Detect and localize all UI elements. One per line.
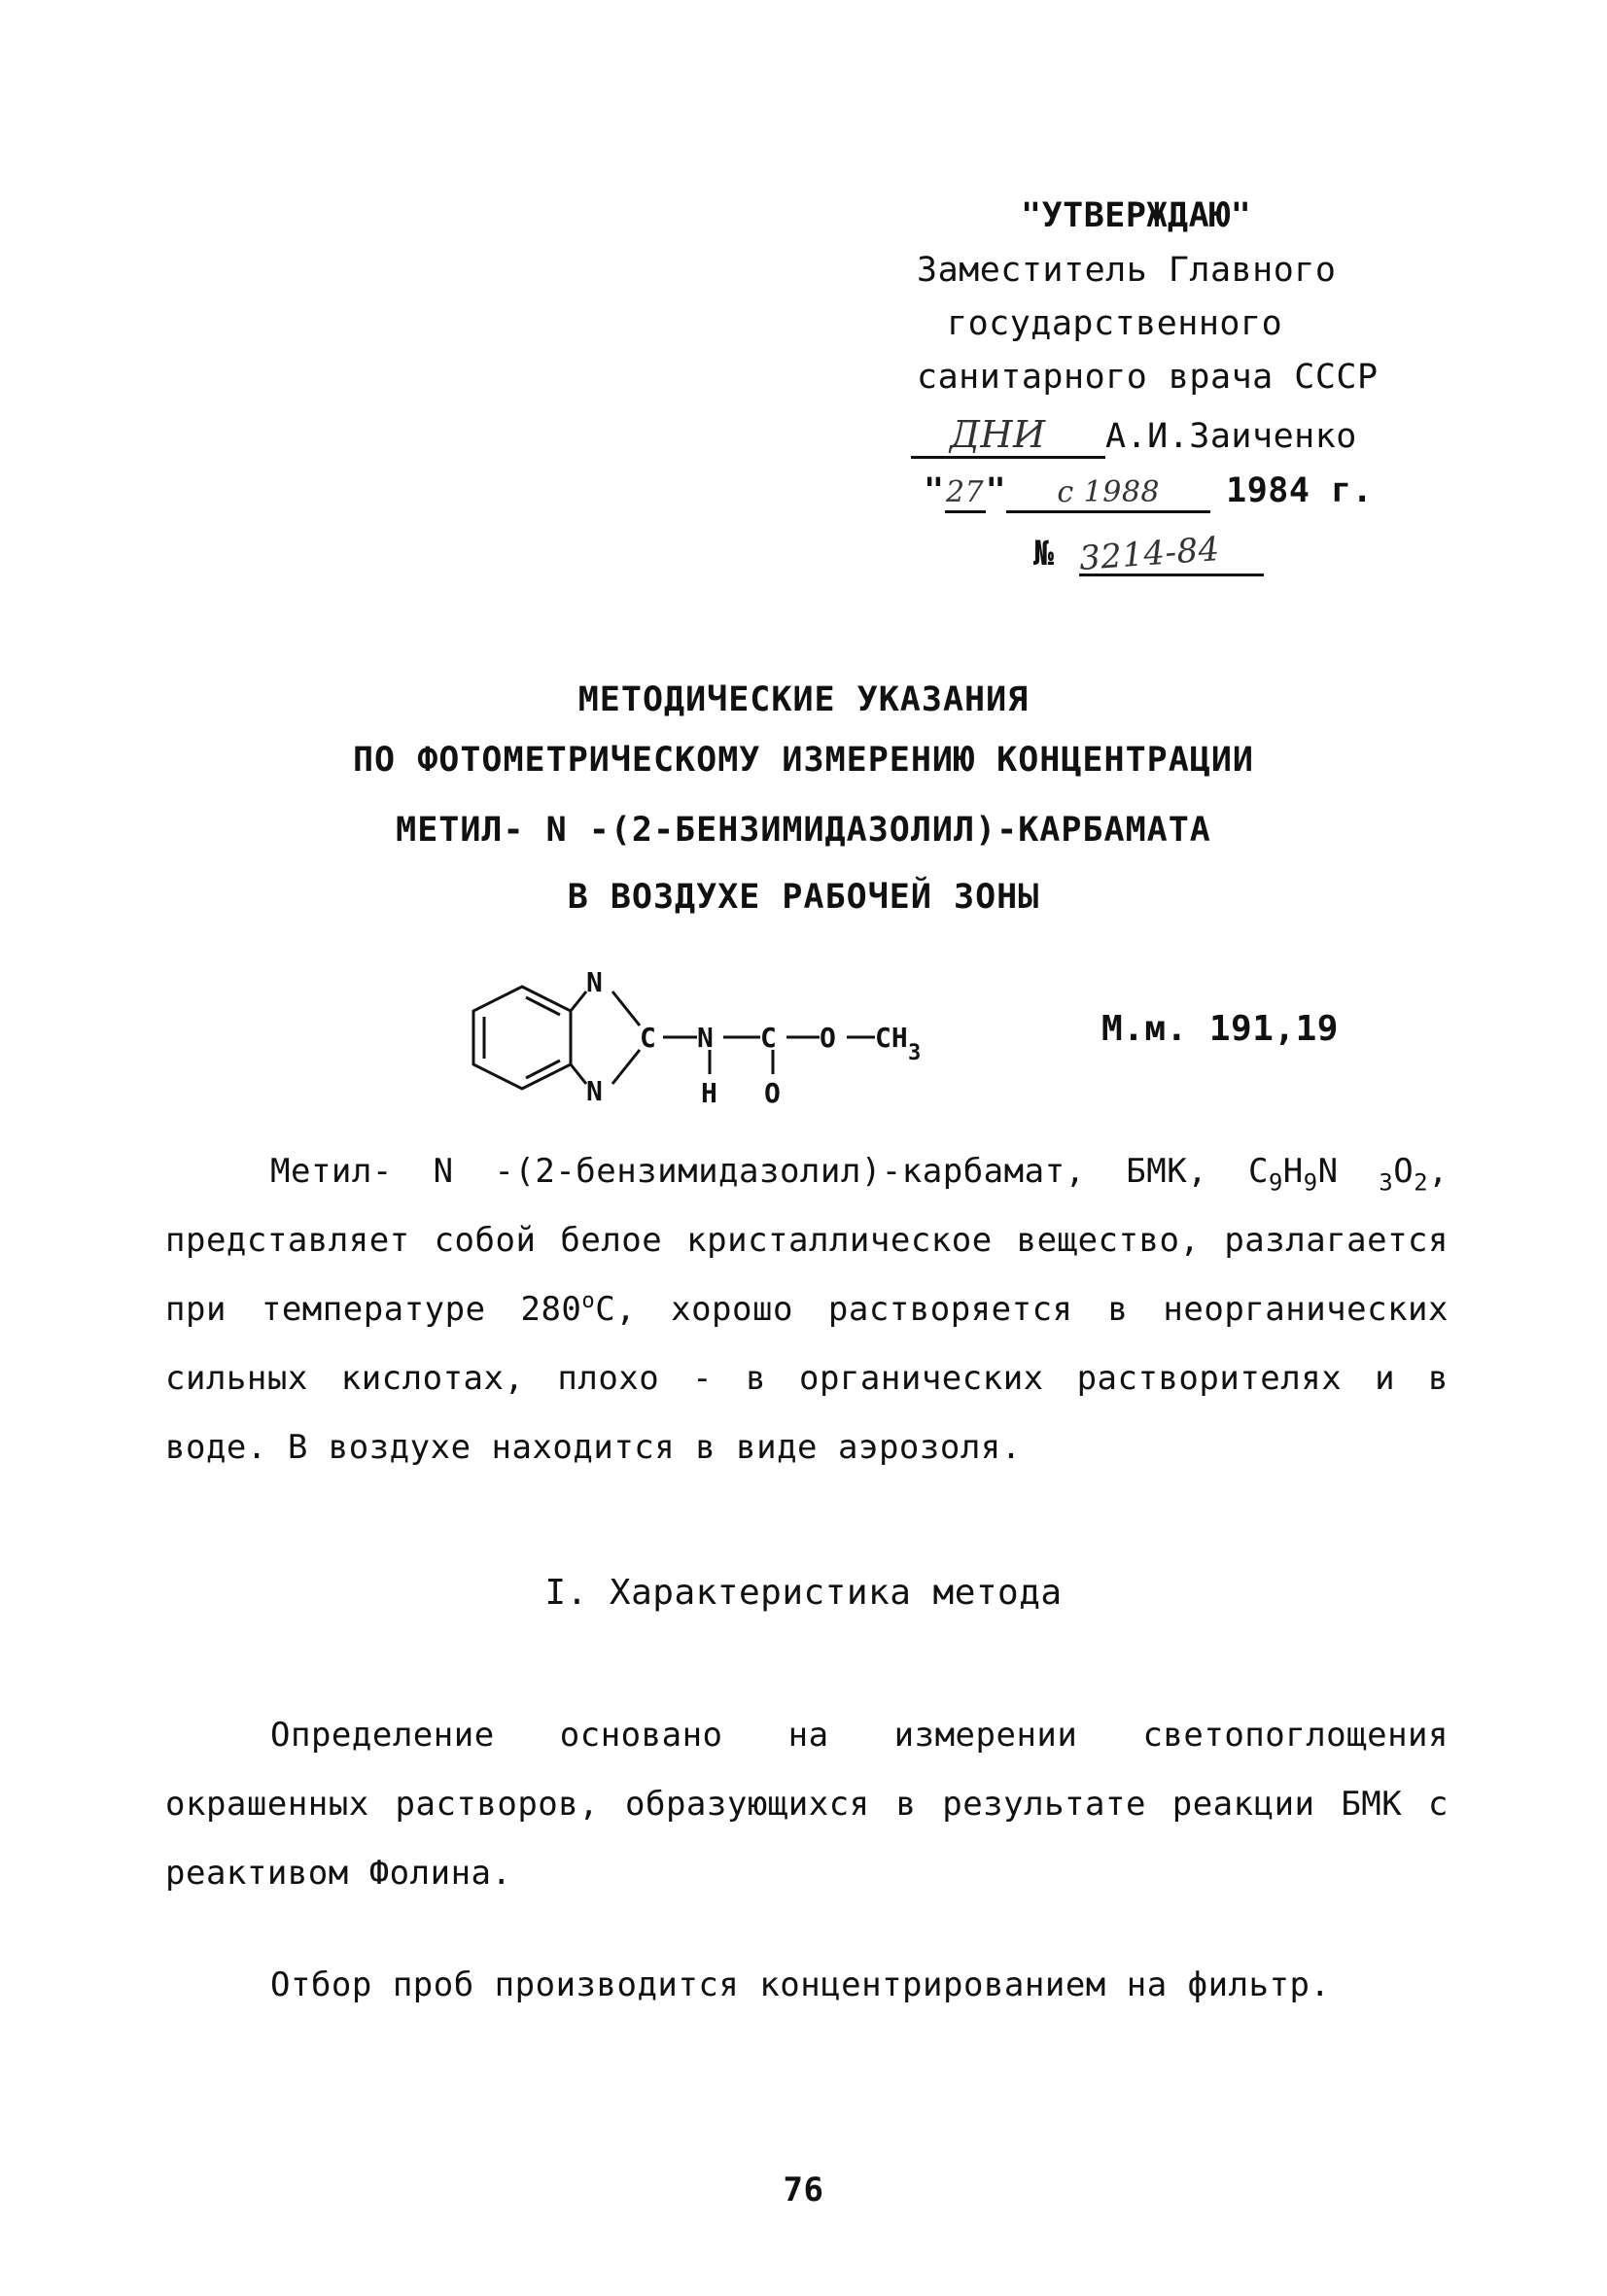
- atom-o-ether: O: [820, 1022, 836, 1054]
- page-number: 76: [783, 2171, 824, 2209]
- handwritten-signature: ДНИ: [950, 413, 1046, 456]
- approval-heading: "УТВЕРЖДАЮ": [1021, 196, 1252, 235]
- method-paragraph-block: [165, 1701, 1449, 2020]
- atom-c-ring: C: [640, 1022, 656, 1054]
- intro-text-a: представляет собой белое кристаллическое вещество, разлагается при температуре 280: [165, 1221, 1449, 1329]
- atom-n-bottom: N: [586, 1075, 603, 1107]
- intro-paragraph-block: [165, 1137, 1449, 1482]
- compound-name: Метил- N -(2-бензимидазолил)-карбамат, БМК, С: [270, 1152, 1269, 1191]
- atom-o-carbonyl: O: [764, 1077, 781, 1109]
- structural-formula: [457, 962, 1001, 1137]
- approval-position-line-1: Заместитель Главного: [917, 251, 1337, 290]
- intro-paragraph: [165, 1137, 1449, 1482]
- formula-sub-h: 9: [1303, 1168, 1318, 1197]
- approval-position-line-3: санитарного врача СССР: [917, 358, 1379, 397]
- atom-h: H: [701, 1077, 717, 1109]
- number-prefix: №: [1033, 535, 1055, 574]
- approval-date-row: [924, 471, 1373, 513]
- approval-number-row: [1033, 529, 1264, 579]
- document-title-line-2: ПО ФОТОМЕТРИЧЕСКОМУ ИЗМЕРЕНИЮ КОНЦЕНТРАЦИИ: [352, 741, 1254, 780]
- signature-line: [911, 413, 1105, 459]
- formula-h: Н: [1282, 1152, 1304, 1191]
- approval-position-line-2: государственного: [947, 304, 1283, 343]
- number-line: [1077, 529, 1264, 579]
- atom-ch-subscript: 3: [908, 1041, 922, 1065]
- formula-n: N: [1317, 1152, 1380, 1191]
- degree-sign: о: [581, 1287, 596, 1313]
- atom-c-carbonyl: C: [760, 1022, 777, 1054]
- date-day: 27: [945, 475, 985, 509]
- signer-name: А.И.Заиченко: [1105, 417, 1357, 456]
- sampling-paragraph: Отбор проб производится концентрированием на фильтр.: [270, 1966, 1331, 2004]
- method-paragraph: Определение основано на измерении светопоглощения окрашенных растворов, образующихся в результате реакции БМК с реактивом Фолина.: [165, 1716, 1449, 1893]
- atom-n-top: N: [586, 966, 603, 998]
- date-quote-open: ": [924, 471, 945, 510]
- benzene-ring: [473, 987, 571, 1089]
- formula-sub-n: 3: [1379, 1168, 1394, 1197]
- date-quote-close: ": [985, 471, 1007, 510]
- document-title-line-4: В ВОЗДУХЕ РАБОЧЕЙ ЗОНЫ: [567, 878, 1040, 917]
- intro-text-b: С, хорошо растворяется в неорганических сильных кислотах, плохо - в органических растворителях и в воде. В воздухе находится в виде аэрозоля.: [165, 1290, 1449, 1467]
- formula-sub-o: 2: [1414, 1168, 1429, 1197]
- formula-o: О: [1393, 1152, 1415, 1191]
- atom-ch: CH: [875, 1022, 908, 1054]
- molecular-weight: М.м. 191,19: [1101, 1009, 1339, 1049]
- approval-block: [0, 0, 1607, 622]
- section-heading: I. Характеристика метода: [544, 1573, 1063, 1613]
- formula-sub-c: 9: [1268, 1168, 1283, 1197]
- date-year: 1984 г.: [1226, 471, 1374, 510]
- formula-comma: ,: [1428, 1152, 1449, 1191]
- date-day-line: [945, 471, 986, 513]
- date-month: с 1988: [1057, 475, 1160, 509]
- signature-row: [911, 413, 1357, 459]
- atom-n-amide: N: [697, 1022, 714, 1054]
- approval-number: 3214-84: [1077, 529, 1222, 579]
- document-title-line-1: МЕТОДИЧЕСКИЕ УКАЗАНИЯ: [577, 680, 1030, 719]
- date-month-line: [1006, 471, 1210, 513]
- document-title-line-3: МЕТИЛ- N -(2-БЕНЗИМИДАЗОЛИЛ)-КАРБАМАТА: [396, 811, 1211, 850]
